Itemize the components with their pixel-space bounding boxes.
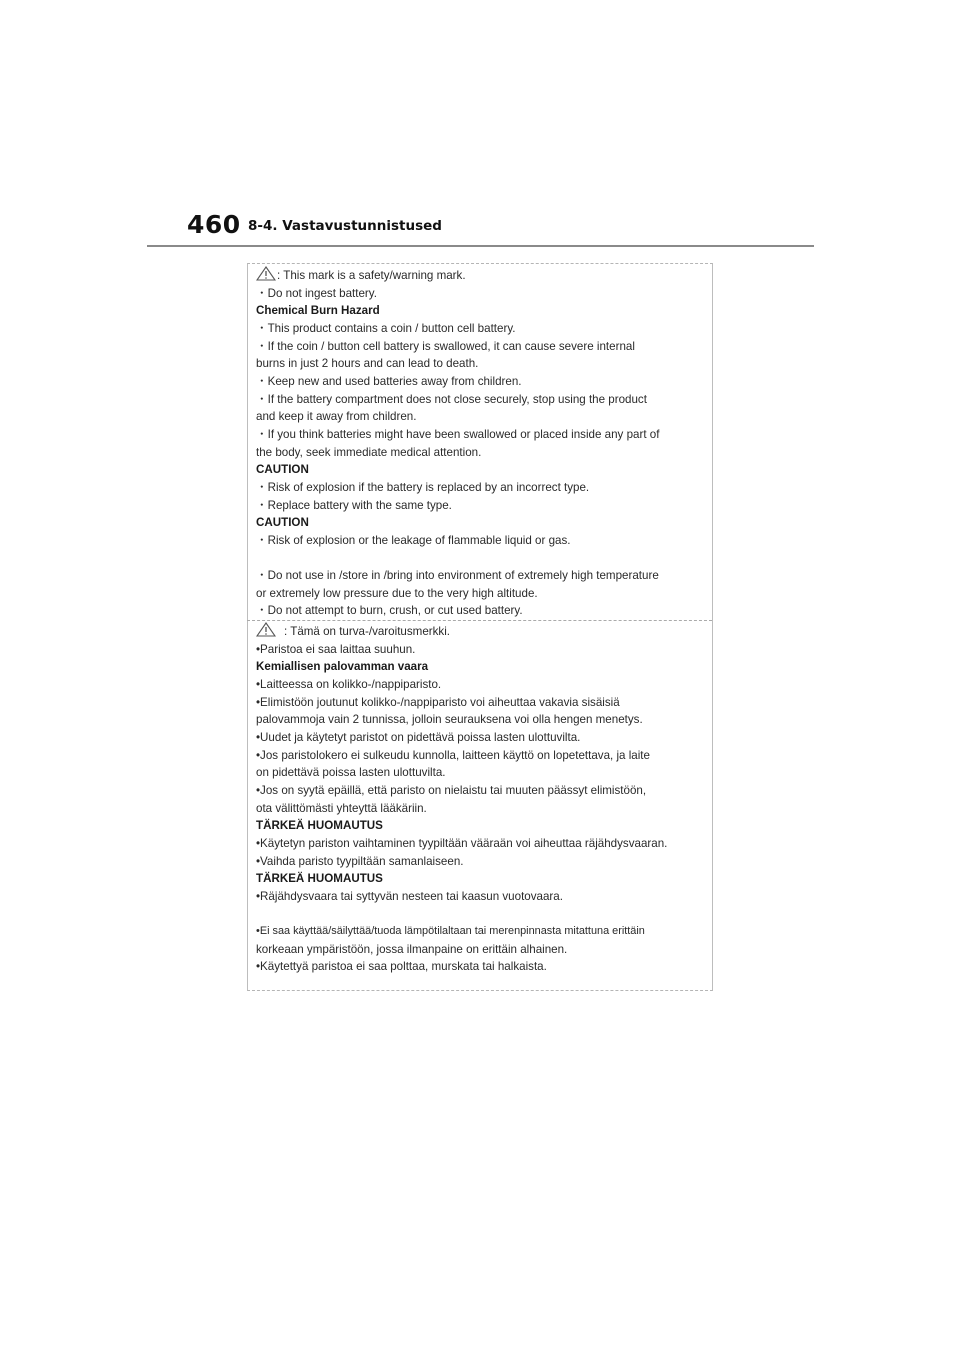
finnish-mark-line xyxy=(256,622,711,641)
text-line: palovammoja vain 2 tunnissa, jolloin seurauksena voi olla hengen menetys. xyxy=(256,713,643,727)
finnish-mark-text: : Tämä on turva-/varoitusmerkki. xyxy=(284,625,451,638)
text-line: ota välittömästi yhteyttä lääkäriin. xyxy=(256,801,427,815)
english-warning-block xyxy=(256,266,711,620)
heading-caution: CAUTION xyxy=(256,516,309,530)
language-divider xyxy=(247,620,712,621)
text-line: ・If the coin / button cell battery is swallowed, it can cause severe internal xyxy=(256,339,635,353)
text-line: ・Risk of explosion if the battery is replaced by an incorrect type. xyxy=(256,480,590,494)
text-line: or extremely low pressure due to the very high altitude. xyxy=(256,586,538,600)
text-line: ・This product contains a coin / button cell battery. xyxy=(256,321,516,335)
text-line: ・Do not use in /store in /bring into environment of extremely high temperature xyxy=(256,569,659,583)
english-mark-text: : This mark is a safety/warning mark. xyxy=(277,269,466,282)
text-line: •Jos on syytä epäillä, että paristo on nielaistu tai muuten päässyt elimistöön, xyxy=(256,783,647,797)
heading-chemical-burn-hazard: Chemical Burn Hazard xyxy=(256,304,380,318)
section-title: 8-4. Vastavustunnistused xyxy=(248,218,442,234)
heading-chemical-burn-hazard-fi: Kemiallisen palovamman vaara xyxy=(256,660,429,674)
warning-triangle-icon xyxy=(256,266,276,281)
text-line: ・Keep new and used batteries away from children. xyxy=(256,374,522,388)
text-line: •Elimistöön joutunut kolikko-/nappiparisto voi aiheuttaa vakavia sisäisiä xyxy=(256,695,620,709)
english-mark-line xyxy=(256,266,711,285)
text-line: •Vaihda paristo tyypiltään samanlaiseen. xyxy=(256,854,464,868)
finnish-warning-block xyxy=(256,622,711,976)
text-line: ・If the battery compartment does not close securely, stop using the product xyxy=(256,392,647,406)
text-line: •Käytetyn pariston vaihtaminen tyypiltään vääraän voi aiheuttaa räjähdysvaaran. xyxy=(256,836,668,850)
text-line: •Jos paristolokero ei sulkeudu kunnolla, laitteen käyttö on lopetettava, ja laite xyxy=(256,748,650,762)
text-line: •Laitteessa on kolikko-/nappiparisto. xyxy=(256,677,442,691)
text-line: ・Do not ingest battery. xyxy=(256,286,377,300)
page-number: 460 xyxy=(187,210,241,239)
text-line: ・If you think batteries might have been swallowed or placed inside any part of xyxy=(256,427,660,441)
text-line: ・Risk of explosion or the leakage of flammable liquid or gas. xyxy=(256,533,571,547)
heading-important-note: TÄRKEÄ HUOMAUTUS xyxy=(256,872,383,886)
text-line: ・Replace battery with the same type. xyxy=(256,498,452,512)
text-line: •Käytettyä paristoa ei saa polttaa, murskata tai halkaista. xyxy=(256,960,547,974)
heading-caution: CAUTION xyxy=(256,463,309,477)
text-line: the body, seek immediate medical attention. xyxy=(256,445,482,459)
heading-important-note: TÄRKEÄ HUOMAUTUS xyxy=(256,819,383,833)
text-line: korkeaan ympäristöön, jossa ilmanpaine on erittäin alhainen. xyxy=(256,942,568,956)
text-line: •Paristoa ei saa laittaa suuhun. xyxy=(256,642,416,656)
text-line: •Uudet ja käytetyt paristot on pidettävä poissa lasten ulottuvilta. xyxy=(256,730,581,744)
header-rule xyxy=(147,245,814,247)
text-line: burns in just 2 hours and can lead to death. xyxy=(256,357,479,371)
text-line: on pidettävä poissa lasten ulottuvilta. xyxy=(256,766,446,780)
text-line: and keep it away from children. xyxy=(256,410,417,424)
text-line: ・Do not attempt to burn, crush, or cut used battery. xyxy=(256,604,523,618)
text-line: •Ei saa käyttää/säilyttää/tuoda lämpötilaltaan tai merenpinnasta mitattuna erittäin xyxy=(256,925,645,938)
warning-triangle-icon xyxy=(256,622,276,637)
text-line: •Räjähdysvaara tai syttyvän nesteen tai kaasun vuotovaara. xyxy=(256,889,563,903)
